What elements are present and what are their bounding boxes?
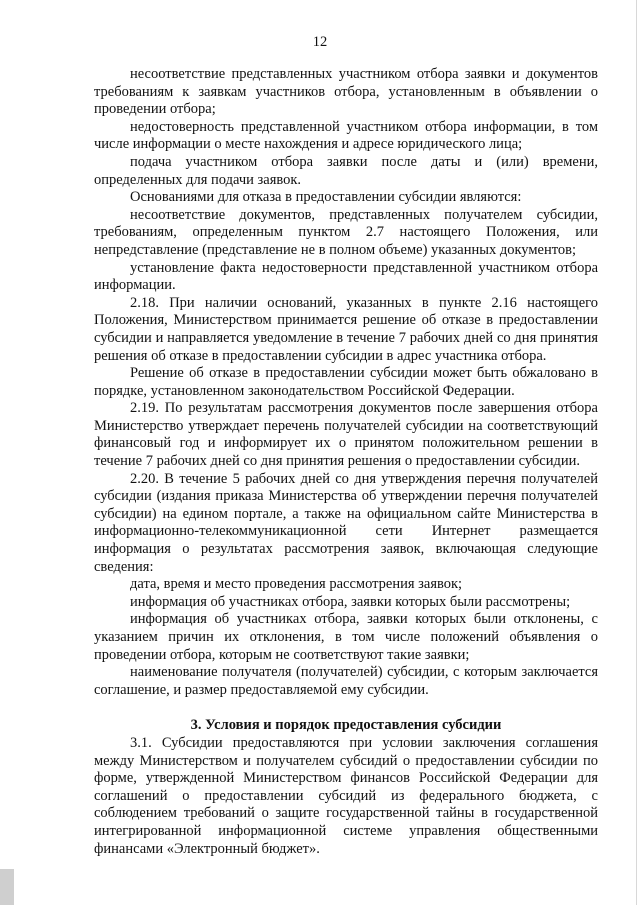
scan-edge-line [636, 0, 637, 905]
paragraph: подача участником отбора заявки после даты и (или) времени, определенных для подачи заявок. [94, 153, 598, 188]
paragraph: 2.20. В течение 5 рабочих дней со дня утверждения перечня получателей субсидии (издания приказа Министерства об утверждении перечня получателей субсидии) на едином портале, а также на официальном сайте Министерства в информационно-телекоммуникационной сети Интернет размещается информация о результатах рассмотрения заявок, включающая следующие сведения: [94, 470, 598, 575]
paragraph: установление факта недостоверности представленной участником отбора информации. [94, 259, 598, 294]
document-body [94, 66, 598, 858]
paragraph: 2.19. По результатам рассмотрения документов после завершения отбора Министерство утверждает перечень получателей субсидии на соответствующий финансовый год и информирует их о принятом положительном решении в течение 7 рабочих дней со дня принятия решения о предоставлении субсидии. [94, 400, 598, 470]
paragraph: информация об участниках отбора, заявки которых были рассмотрены; [130, 593, 571, 610]
paragraph: несоответствие представленных участником отбора заявки и документов требованиям к заявкам участников отбора, установленным в объявлении о проведении отбора; [94, 66, 598, 118]
paragraph: информация об участниках отбора, заявки которых были отклонены, с указанием причин их отклонения, в том числе положений объявления о проведении отбора, которым не соответствуют такие заявки; [94, 611, 598, 663]
paragraph: дата, время и место проведения рассмотрения заявок; [130, 576, 463, 593]
section-heading: 3. Условия и порядок предоставления субсидии [190, 717, 502, 734]
paragraph: Основаниями для отказа в предоставлении субсидии являются: [130, 189, 522, 206]
paragraph: 3.1. Субсидии предоставляются при условии заключения соглашения между Министерством и получателем субсидий о предоставлении субсидии по форме, утвержденной Министерством финансов Российской Федерации для соглашений о предоставлении субсидий из федерального бюджета, с соблюдением требований о защите государственной тайны в государственной интегрированной информационной системе управления общественными финансами «Электронный бюджет». [94, 734, 598, 857]
paragraph: наименование получателя (получателей) субсидии, с которым заключается соглашение, и размер предоставляемой ему субсидии. [94, 664, 598, 698]
paragraph: несоответствие документов, представленных получателем субсидии, требованиям, определенным пунктом 2.7 настоящего Положения, или непредставление (представление не в полном объеме) указанных документов; [94, 206, 598, 258]
paragraph: недостоверность представленной участником отбора информации, в том числе информации о месте нахождения и адресе юридического лица; [94, 118, 598, 153]
paragraph: 2.18. При наличии оснований, указанных в пункте 2.16 настоящего Положения, Министерством принимается решение об отказе в предоставлении субсидии и направляется уведомление в течение 7 рабочих дней со дня принятия решения об отказе в предоставлении субсидии в адрес участника отбора. [94, 294, 598, 364]
paragraph: Решение об отказе в предоставлении субсидии может быть обжаловано в порядке, установленном законодательством Российской Федерации. [94, 365, 598, 399]
scan-corner-mark [0, 869, 14, 905]
page-number: 12 [312, 34, 328, 50]
